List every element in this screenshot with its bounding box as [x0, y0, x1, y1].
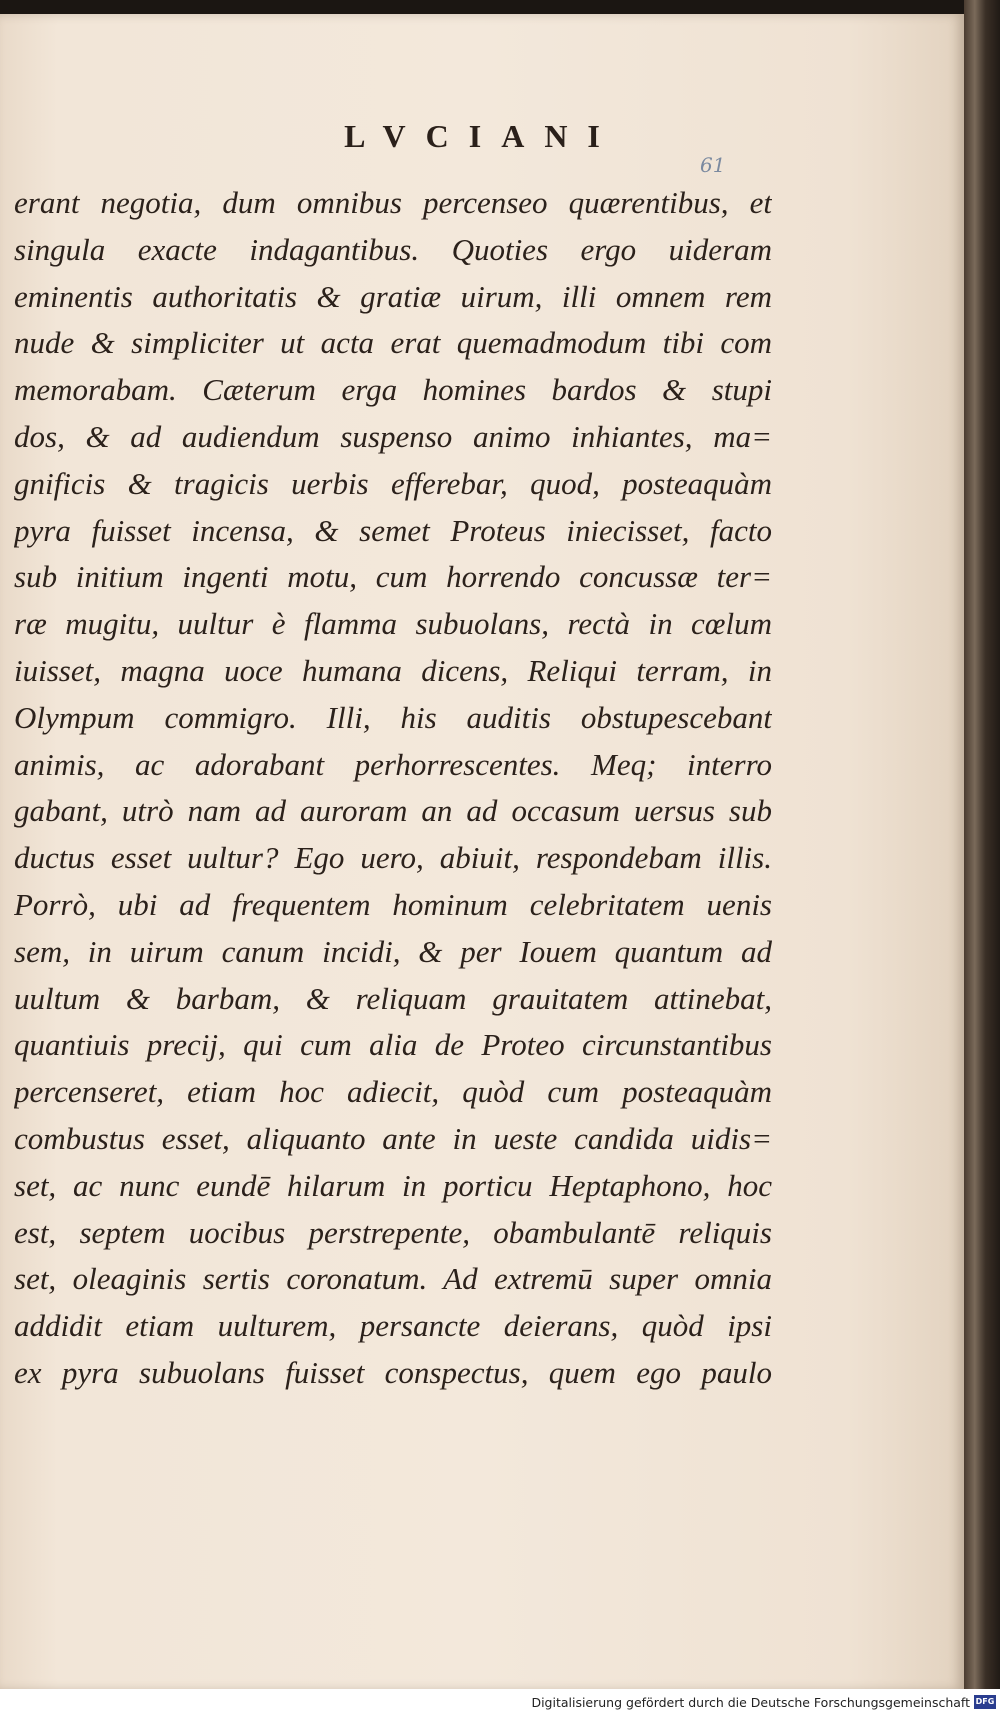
text-line: Olympum commigro. Illi, his auditis obstupescebant	[14, 699, 772, 735]
text-line: uultum & barbam, & reliquam grauitatem attinebat,	[14, 980, 772, 1016]
text-line: iuisset, magna uoce humana dicens, Reliqui terram, in	[14, 652, 772, 688]
text-line: set, oleaginis sertis coronatum. Ad extremū super omnia	[14, 1261, 772, 1297]
text-line: set, ac nunc eundē hilarum in porticu Heptaphono, hoc	[14, 1167, 772, 1203]
body-text	[14, 180, 772, 1397]
text-line: erant negotia, dum omnibus percenseo quærentibus, et	[14, 185, 772, 220]
text-line: memorabam. Cæterum erga homines bardos & stupi	[14, 372, 772, 408]
text-line: Porrò, ubi ad frequentem hominum celebritatem uenis	[14, 886, 772, 922]
text-line: sub initium ingenti motu, cum horrendo concussæ ter=	[14, 559, 772, 595]
text-line: ductus esset uultur? Ego uero, abiuit, respondebam illis.	[14, 840, 772, 876]
text-line: addidit etiam uulturem, persancte deierans, quòd ipsi	[14, 1308, 772, 1344]
text-line: nude & simpliciter ut acta erat quemadmodum tibi com	[14, 325, 772, 361]
text-line: pyra fuisset incensa, & semet Proteus iniecisset, facto	[14, 512, 772, 548]
text-line: dos, & ad audiendum suspenso animo inhiantes, ma=	[14, 418, 772, 454]
book-binding-edge	[964, 0, 1000, 1717]
text-line: percenseret, etiam hoc adiecit, quòd cum posteaquàm	[14, 1074, 772, 1110]
footer-credit: Digitalisierung gefördert durch die Deutsche Forschungsgemeinschaft	[531, 1695, 970, 1710]
digitization-footer	[0, 1689, 1000, 1717]
text-line: animis, ac adorabant perhorrescentes. Meq; interro	[14, 746, 772, 782]
text-line: sem, in uirum canum incidi, & per Iouem quantum ad	[14, 933, 772, 969]
text-line: singula exacte indagantibus. Quoties ergo uideram	[14, 231, 772, 267]
text-line: quantiuis precij, qui cum alia de Proteo circunstantibus	[14, 1027, 772, 1063]
book-page	[0, 14, 964, 1690]
text-line: combustus esset, aliquanto ante in ueste candida uidis=	[14, 1120, 772, 1156]
text-line: ræ mugitu, uultur è flamma subuolans, rectà in cœlum	[14, 606, 772, 642]
text-line: ex pyra subuolans fuisset conspectus, quem ego paulo	[14, 1354, 772, 1390]
text-line: eminentis authoritatis & gratiæ uirum, illi omnem rem	[14, 278, 772, 314]
folio-number: 61	[700, 153, 726, 177]
text-line: gabant, utrò nam ad auroram an ad occasum uersus sub	[14, 793, 772, 829]
text-line: gnificis & tragicis uerbis efferebar, quod, posteaquàm	[14, 465, 772, 501]
running-head: LVCIANI	[344, 118, 620, 154]
text-line: est, septem uocibus perstrepente, obambulantē reliquis	[14, 1214, 772, 1250]
dfg-logo-icon: DFG	[974, 1695, 996, 1709]
